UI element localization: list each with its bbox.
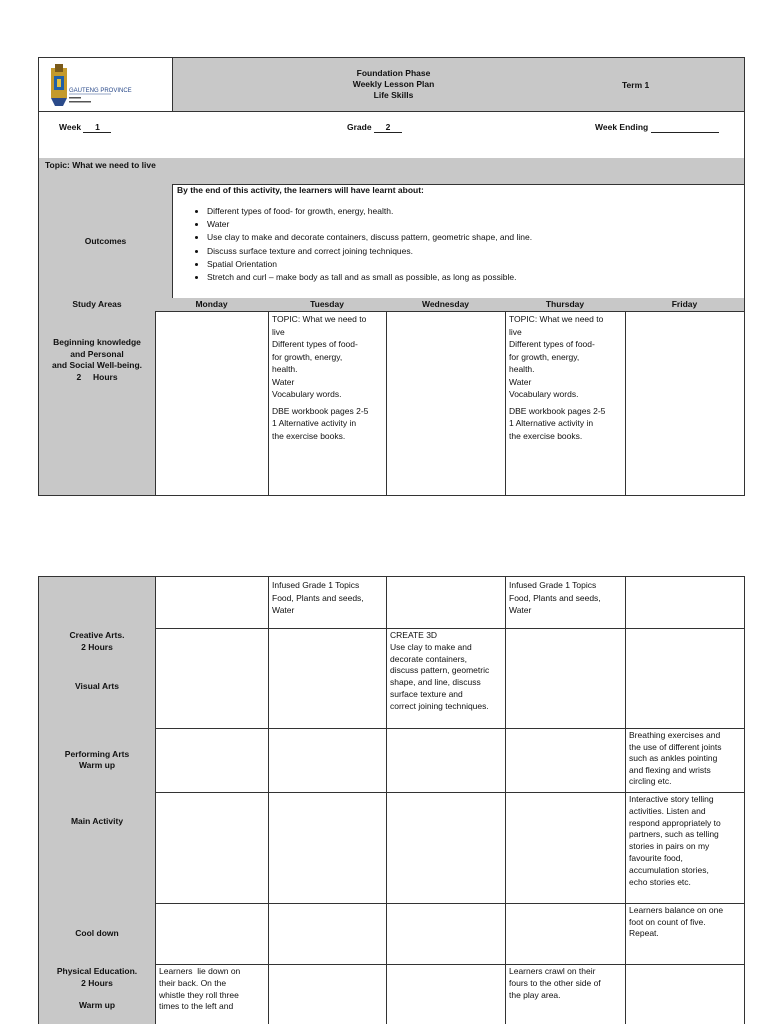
performing-tuesday-cell — [268, 728, 387, 793]
infused-label-cell — [38, 576, 156, 629]
pe-thursday-cell: Learners crawl on their fours to the other side of the play area. — [505, 964, 626, 1024]
visual-thursday-cell — [505, 628, 626, 729]
bk-tuesday-cell: TOPIC: What we need to live Different types of food- for growth, energy, health. Water Vocabulary words. DBE workbook pages 2-5 1 Alternative activity in the exercise books. — [268, 311, 387, 496]
plan-title: Weekly Lesson Plan — [352, 79, 435, 89]
outcome-item: • Different types of food- for growth, energy, health. — [207, 205, 740, 218]
performing-friday-cell: Breathing exercises and the use of different joints such as ankles pointing and flexing and wrists circling etc. — [625, 728, 745, 793]
visual-wednesday-cell: CREATE 3D Use clay to make and decorate containers, discuss pattern, geometric shape, and line, discuss surface texture and correct joining techniques. — [386, 628, 506, 729]
plan-title-cell — [172, 57, 615, 112]
outcomes-label-cell — [38, 184, 173, 299]
col-header-tuesday: Tuesday — [268, 298, 387, 312]
performing-wednesday-cell — [386, 728, 506, 793]
week-value: 1 — [83, 122, 111, 133]
pe-wednesday-cell — [386, 964, 506, 1024]
infused-tuesday-cell: Infused Grade 1 Topics Food, Plants and seeds, Water — [268, 576, 387, 629]
grade-field: Grade 2 — [347, 122, 402, 133]
cool-down-label-cell: Cool down — [38, 903, 156, 965]
week-row — [38, 111, 745, 159]
term-label: Term 1 — [622, 79, 650, 90]
svg-text:GAUTENG PROVINCE: GAUTENG PROVINCE — [69, 88, 132, 94]
week-field: Week 1 — [59, 122, 111, 133]
col-header-friday: Friday — [625, 298, 745, 312]
cool-wednesday-cell — [386, 903, 506, 965]
visual-friday-cell — [625, 628, 745, 729]
outcome-item: • Discuss surface texture and correct joining techniques. — [207, 245, 740, 258]
pe-tuesday-cell — [268, 964, 387, 1024]
grade-value: 2 — [374, 122, 402, 133]
main-tuesday-cell — [268, 792, 387, 904]
bk-monday-cell — [155, 311, 269, 496]
col-header-study-areas: Study Areas — [38, 298, 156, 312]
subject-title: Life Skills — [373, 90, 414, 100]
visual-monday-cell — [155, 628, 269, 729]
outcomes-list — [177, 205, 740, 284]
infused-friday-cell — [625, 576, 745, 629]
logo-cell — [38, 57, 173, 112]
creative-arts-label-cell: Creative Arts. 2 Hours — [38, 628, 156, 666]
pe-label-cell: Physical Education. 2 Hours Warm up — [38, 964, 156, 1024]
infused-thursday-cell: Infused Grade 1 Topics Food, Plants and seeds, Water — [505, 576, 626, 629]
infused-wednesday-cell — [386, 576, 506, 629]
term-cell — [614, 57, 745, 112]
phase-title: Foundation Phase — [356, 68, 431, 78]
col-header-monday: Monday — [155, 298, 269, 312]
bk-wednesday-cell — [386, 311, 506, 496]
main-thursday-cell — [505, 792, 626, 904]
bk-label-cell: Beginning knowledge and Personal and Social Well-being. 2 Hours — [38, 311, 156, 496]
cool-monday-cell — [155, 903, 269, 965]
col-header-thursday: Thursday — [505, 298, 626, 312]
cool-friday-cell: Learners balance on one foot on count of five. Repeat. — [625, 903, 745, 965]
main-activity-label-cell: Main Activity — [38, 792, 156, 904]
bk-friday-cell — [625, 311, 745, 496]
main-friday-cell: Interactive story telling activities. Listen and respond appropriately to partners, such as telling stories in pairs on my favourite food, accumulation stories, echo stories etc. — [625, 792, 745, 904]
cool-tuesday-cell — [268, 903, 387, 965]
topic-text: Topic: What we need to live — [45, 160, 156, 170]
main-monday-cell — [155, 792, 269, 904]
infused-monday-cell — [155, 576, 269, 629]
visual-tuesday-cell — [268, 628, 387, 729]
topic-row — [38, 158, 745, 185]
outcome-item: • Water — [207, 218, 740, 231]
cool-thursday-cell — [505, 903, 626, 965]
outcomes-label: Outcomes — [84, 236, 127, 246]
outcomes-intro: By the end of this activity, the learners will have learnt about: — [177, 185, 424, 195]
outcome-item: • Use clay to make and decorate containers, discuss pattern, geometric shape, and line. — [207, 231, 740, 244]
performing-arts-label-cell: Performing Arts Warm up — [38, 728, 156, 793]
pe-friday-cell — [625, 964, 745, 1024]
outcome-item: • Spatial Orientation — [207, 258, 740, 271]
week-ending-value — [651, 122, 719, 133]
bk-thursday-cell: TOPIC: What we need to live Different types of food- for growth, energy, health. Water Vocabulary words. DBE workbook pages 2-5 1 Alternative activity in the exercise books. — [505, 311, 626, 496]
week-ending-field: Week Ending — [595, 122, 719, 133]
main-wednesday-cell — [386, 792, 506, 904]
performing-thursday-cell — [505, 728, 626, 793]
gauteng-logo — [49, 62, 132, 108]
outcome-item: • Stretch and curl – make body as tall and as small as possible, as long as possible. — [207, 271, 740, 284]
performing-monday-cell — [155, 728, 269, 793]
col-header-wednesday: Wednesday — [386, 298, 506, 312]
visual-arts-label-cell: Visual Arts — [38, 665, 156, 729]
pe-monday-cell: Learners lie down on their back. On the whistle they roll three times to the left and — [155, 964, 269, 1024]
outcomes-content-cell — [172, 184, 745, 299]
